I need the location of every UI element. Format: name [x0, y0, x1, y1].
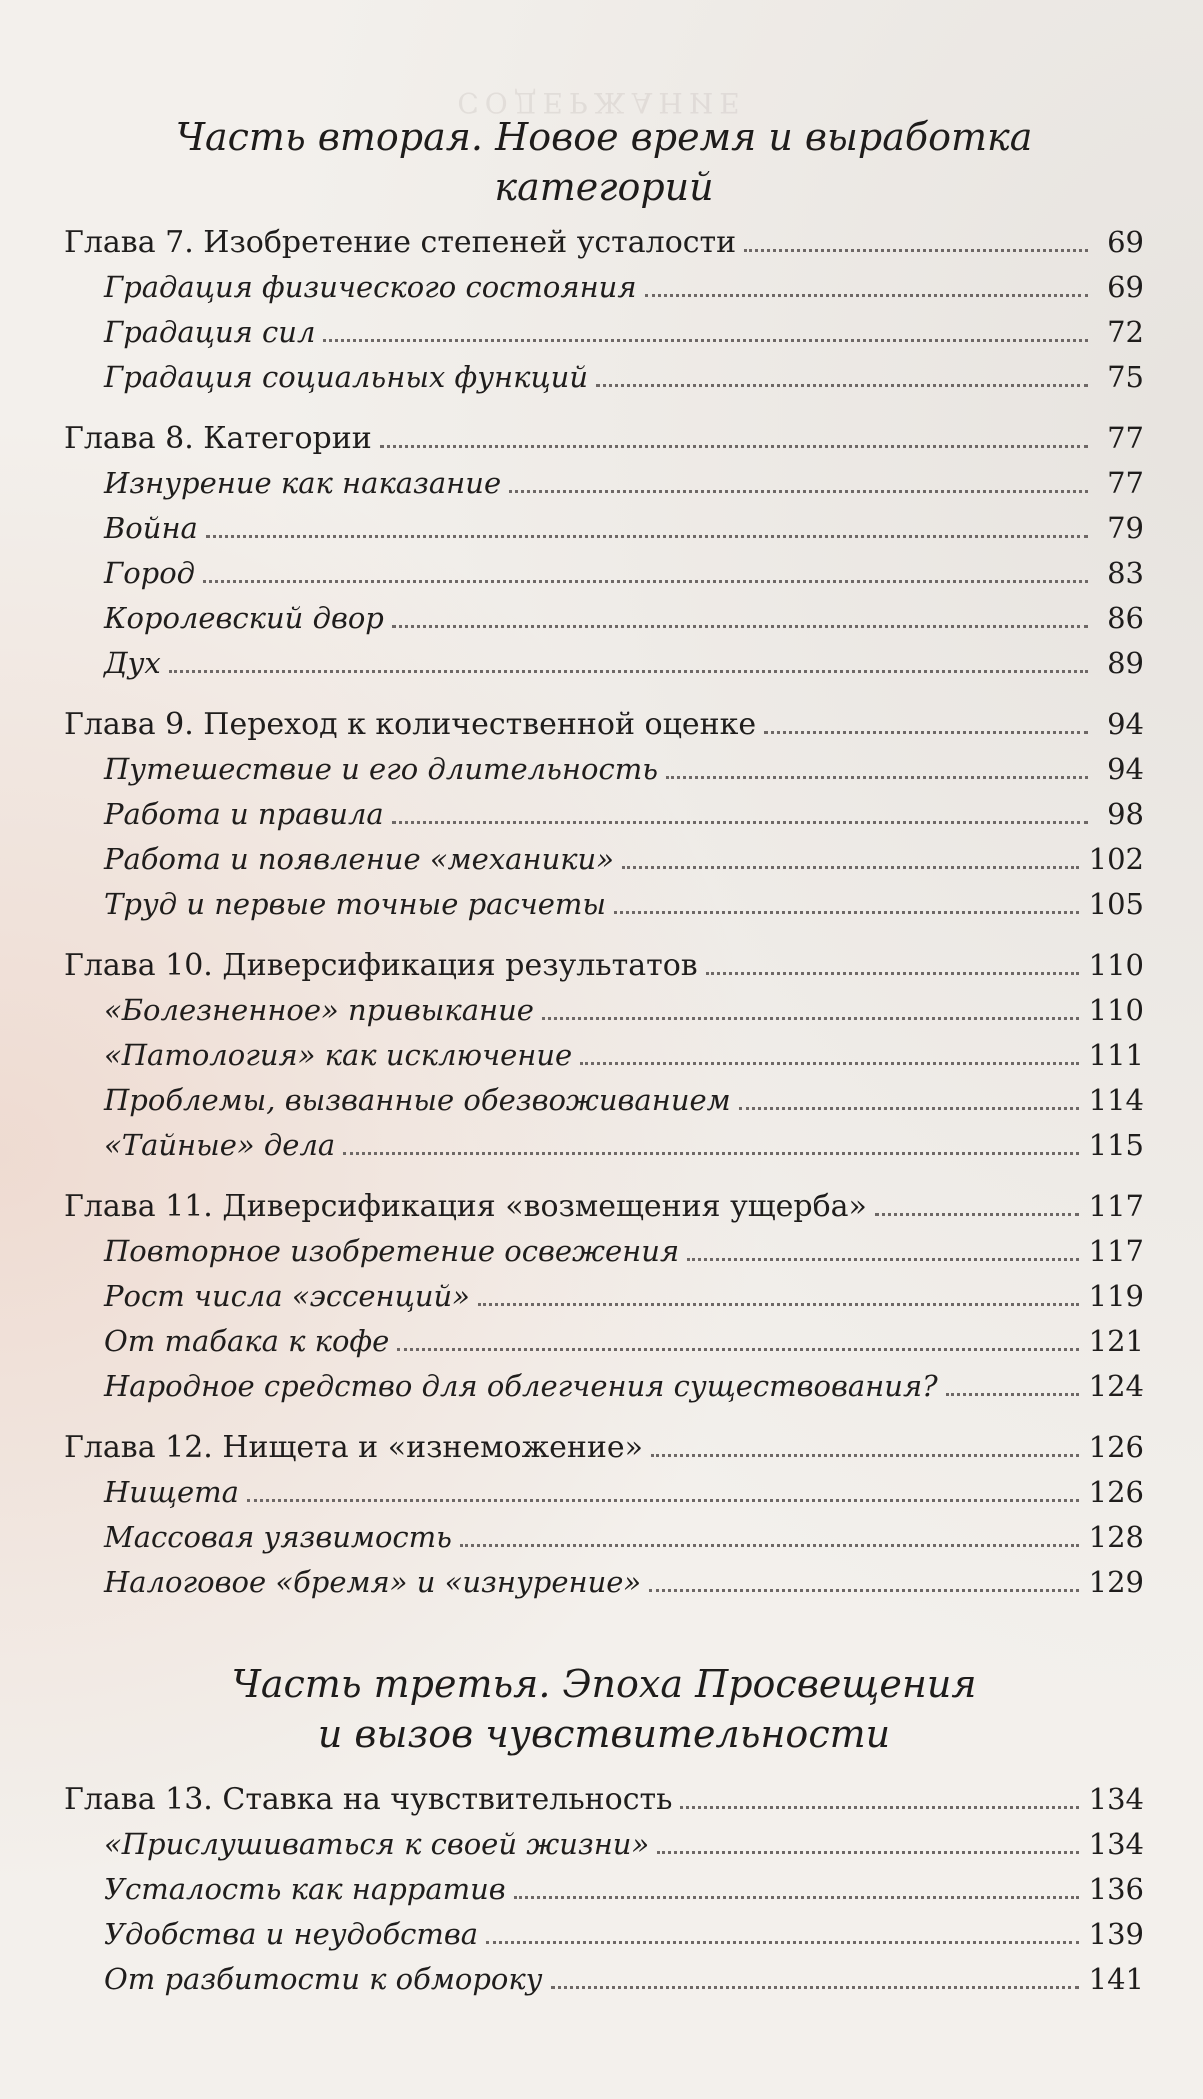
chapter-title: Глава 10. Диверсификация результатов [64, 948, 698, 983]
page-number: 141 [1088, 1962, 1144, 1996]
section-title: Градация сил [104, 315, 316, 349]
page-number: 98 [1107, 797, 1144, 831]
chapter-title: Глава 8. Категории [64, 421, 372, 456]
page-number: 94 [1107, 752, 1144, 786]
section-title: От разбитости к обмороку [104, 1962, 543, 1996]
section-title: Усталость как нарратив [104, 1872, 506, 1906]
section-title: «Болезненное» привыкание [104, 993, 534, 1027]
leader-dots [206, 535, 1088, 538]
section-title: Градация физического состояния [104, 270, 637, 304]
leader-dots [649, 1589, 1078, 1592]
section-title: Нищета [104, 1475, 239, 1509]
leader-dots [397, 1348, 1078, 1351]
show-through-text: СОДЕРЖАНИЕ [457, 86, 746, 119]
section-title: Путешествие и его длительность [104, 752, 659, 786]
leader-dots [706, 972, 1079, 975]
section-title: «Прислушиваться к своей жизни» [104, 1827, 650, 1861]
section-title: Проблемы, вызванные обезвоживанием [104, 1083, 731, 1117]
leader-dots [542, 1017, 1079, 1020]
page-number: 110 [1088, 993, 1144, 1027]
toc-section-row[interactable] [64, 1319, 1144, 1364]
toc-section-row[interactable] [64, 837, 1144, 882]
section-title: Город [104, 556, 196, 590]
leader-dots [614, 911, 1079, 914]
leader-dots [323, 339, 1088, 342]
section-title: Народное средство для облегчения существования? [104, 1369, 938, 1403]
toc-chapter-row[interactable] [64, 1777, 1144, 1822]
chapter-13 [64, 1777, 1144, 2002]
table-of-contents [64, 112, 1144, 2018]
toc-section-row[interactable] [64, 461, 1144, 506]
leader-dots [764, 731, 1088, 734]
leader-dots [460, 1544, 1079, 1547]
toc-section-row[interactable] [64, 265, 1144, 310]
chapter-group [64, 1425, 1144, 1605]
page-number: 102 [1088, 842, 1144, 876]
page-number: 136 [1088, 1872, 1144, 1906]
toc-section-row[interactable] [64, 1364, 1144, 1409]
section-title: Изнурение как наказание [104, 466, 502, 500]
chapter-group [64, 416, 1144, 686]
section-title: Труд и первые точные расчеты [104, 887, 607, 921]
chapter-title: Глава 13. Ставка на чувствительность [64, 1782, 673, 1817]
toc-section-row[interactable] [64, 310, 1144, 355]
leader-dots [657, 1851, 1078, 1854]
leader-dots [514, 1896, 1079, 1899]
section-title: Дух [104, 646, 161, 680]
section-title: Повторное изобретение освежения [104, 1234, 680, 1268]
page-number: 75 [1107, 360, 1144, 394]
page-number: 69 [1107, 270, 1144, 304]
toc-section-row[interactable] [64, 988, 1144, 1033]
page-number: 77 [1107, 421, 1144, 455]
section-title: Налоговое «бремя» и «изнурение» [104, 1565, 642, 1599]
toc-section-row[interactable] [64, 1229, 1144, 1274]
page-number: 117 [1088, 1234, 1144, 1268]
leader-dots [687, 1258, 1078, 1261]
page-number: 69 [1107, 225, 1144, 259]
leader-dots [645, 294, 1088, 297]
leader-dots [169, 670, 1088, 673]
toc-section-row[interactable] [64, 882, 1144, 927]
leader-dots [392, 625, 1088, 628]
page-number: 115 [1088, 1128, 1144, 1162]
leader-dots [203, 580, 1088, 583]
toc-section-row[interactable] [64, 1470, 1144, 1515]
page-number: 134 [1088, 1827, 1144, 1861]
section-title: «Патология» как исключение [104, 1038, 573, 1072]
toc-chapter-row[interactable] [64, 416, 1144, 461]
toc-section-row[interactable] [64, 641, 1144, 686]
leader-dots [744, 249, 1088, 252]
leader-dots [946, 1393, 1079, 1396]
page-number: 124 [1088, 1369, 1144, 1403]
leader-dots [380, 445, 1088, 448]
toc-section-row[interactable] [64, 792, 1144, 837]
leader-dots [247, 1499, 1079, 1502]
toc-chapter-row[interactable] [64, 220, 1144, 265]
leader-dots [343, 1152, 1078, 1155]
page-number: 94 [1107, 707, 1144, 741]
page-number: 114 [1088, 1083, 1144, 1117]
section-title: Работа и правила [104, 797, 384, 831]
toc-chapter-row[interactable] [64, 1425, 1144, 1470]
toc-section-row[interactable] [64, 1912, 1144, 1957]
leader-dots [551, 1986, 1079, 1989]
section-title: Работа и появление «механики» [104, 842, 614, 876]
page-number: 77 [1107, 466, 1144, 500]
section-title: Градация социальных функций [104, 360, 589, 394]
leader-dots [486, 1941, 1079, 1944]
leader-dots [580, 1062, 1078, 1065]
leader-dots [680, 1806, 1078, 1809]
toc-section-row[interactable] [64, 1957, 1144, 2002]
leader-dots [509, 490, 1088, 493]
section-title: От табака к кофе [104, 1324, 390, 1358]
chapter-title: Глава 7. Изобретение степеней усталости [64, 225, 737, 260]
section-title: «Тайные» дела [104, 1128, 336, 1162]
page-number: 126 [1088, 1475, 1144, 1509]
leader-dots [622, 866, 1079, 869]
section-title: Удобства и неудобства [104, 1917, 479, 1951]
section-title: Королевский двор [104, 601, 384, 635]
page-number: 72 [1107, 315, 1144, 349]
page-number: 134 [1088, 1782, 1144, 1816]
chapter-title: Глава 12. Нищета и «изнеможение» [64, 1430, 644, 1465]
toc-chapter-row[interactable] [64, 1184, 1144, 1229]
toc-section-row[interactable] [64, 1078, 1144, 1123]
page-number: 111 [1088, 1038, 1144, 1072]
leader-dots [666, 776, 1088, 779]
page-number: 117 [1088, 1189, 1144, 1223]
toc-section-row[interactable] [64, 1515, 1144, 1560]
section-title: Война [104, 511, 198, 545]
leader-dots [739, 1107, 1079, 1110]
leader-dots [392, 821, 1088, 824]
page-number: 119 [1088, 1279, 1144, 1313]
toc-section-row[interactable] [64, 551, 1144, 596]
toc-chapter-row[interactable] [64, 943, 1144, 988]
page-number: 83 [1107, 556, 1144, 590]
toc-section-row[interactable] [64, 747, 1144, 792]
leader-dots [596, 384, 1088, 387]
section-title: Массовая уязвимость [104, 1520, 452, 1554]
chapter-title: Глава 11. Диверсификация «возмещения ущерба» [64, 1189, 867, 1224]
toc-section-row[interactable] [64, 596, 1144, 641]
part-three-title-line1: Часть третья. Эпоха Просвещения [231, 1662, 977, 1706]
chapter-list [64, 220, 1144, 1605]
toc-section-row[interactable] [64, 1867, 1144, 1912]
page-number: 105 [1088, 887, 1144, 921]
page-number: 139 [1088, 1917, 1144, 1951]
toc-section-row[interactable] [64, 1123, 1144, 1168]
toc-section-row[interactable] [64, 1274, 1144, 1319]
leader-dots [478, 1303, 1079, 1306]
leader-dots [875, 1213, 1079, 1216]
part-three-title-line2: и вызов чувствительности [317, 1712, 891, 1756]
page-number: 128 [1088, 1520, 1144, 1554]
toc-section-row[interactable] [64, 1033, 1144, 1078]
section-title: Рост числа «эссенций» [104, 1279, 470, 1313]
toc-section-row[interactable] [64, 1822, 1144, 1867]
page-number: 121 [1088, 1324, 1144, 1358]
toc-section-row[interactable] [64, 355, 1144, 400]
part-two-title: Часть вторая. Новое время и выработка категорий [175, 115, 1033, 209]
toc-chapter-row[interactable] [64, 702, 1144, 747]
page-number: 89 [1107, 646, 1144, 680]
chapter-title: Глава 9. Переход к количественной оценке [64, 707, 757, 742]
page-number: 129 [1088, 1565, 1144, 1599]
chapter-group [64, 220, 1144, 400]
toc-section-row[interactable] [64, 1560, 1144, 1605]
page-number: 79 [1107, 511, 1144, 545]
page-number: 86 [1107, 601, 1144, 635]
page-number: 110 [1088, 948, 1144, 982]
page-number: 126 [1088, 1430, 1144, 1464]
part-three-title [64, 1659, 1144, 1759]
leader-dots [651, 1454, 1079, 1457]
chapter-group [64, 943, 1144, 1168]
chapter-group [64, 1184, 1144, 1409]
chapter-group [64, 702, 1144, 927]
toc-section-row[interactable] [64, 506, 1144, 551]
